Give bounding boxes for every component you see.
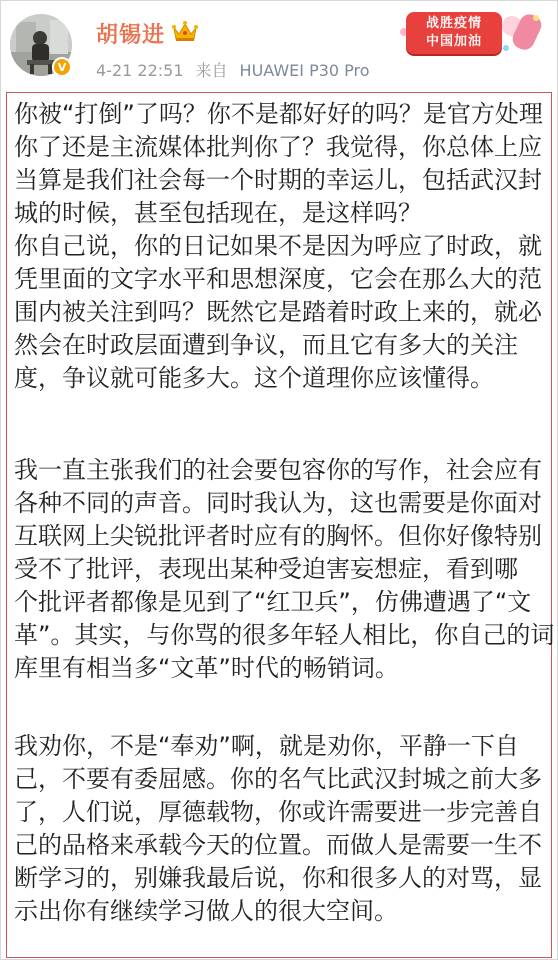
text-line: 互联网上尖锐批评者时应有的胸怀。但你好像特别 bbox=[14, 522, 542, 550]
text-line: 城的时候，甚至包括现在，是这样吗？ bbox=[14, 199, 422, 227]
text-line: 了，人们说，厚德载物，你或许需要进一步完善自 bbox=[14, 798, 542, 826]
post-paragraph-3 bbox=[14, 730, 544, 928]
text-line: 示出你有继续学习做人的很大空间。 bbox=[14, 897, 398, 925]
post-timestamp[interactable]: 4-21 22:51 bbox=[96, 61, 184, 80]
text-line: 各种不同的声音。同时我认为，这也需要是你面对 bbox=[14, 489, 542, 517]
text-line: 己，不要有委屈感。你的名气比武汉封城之前大多 bbox=[14, 765, 542, 793]
text-line: 你自己说，你的日记如果不是因为呼应了时政，就 bbox=[14, 232, 542, 260]
text-line: 然会在时政层面遭到争议，而且它有多大的关注 bbox=[14, 331, 518, 359]
text-line: 受不了批评，表现出某种受迫害妄想症，看到哪 bbox=[14, 555, 518, 583]
device-source[interactable]: HUAWEI P30 Pro bbox=[239, 61, 370, 80]
text-line: 你被“打倒”了吗？你不是都好好的吗？是官方处理 bbox=[14, 100, 543, 128]
sticker-label bbox=[406, 12, 502, 54]
post-paragraph-2 bbox=[14, 454, 555, 685]
text-line: 己的品格来承载今天的位置。而做人是需要一生不 bbox=[14, 831, 542, 859]
text-line: 革”。其实，与你骂的很多年轻人相比，你自己的词 bbox=[14, 621, 555, 649]
text-line: 当算是我们社会每一个时期的幸运儿，包括武汉封 bbox=[14, 166, 542, 194]
text-line: 你了还是主流媒体批判你了？我觉得，你总体上应 bbox=[14, 133, 542, 161]
campaign-sticker[interactable] bbox=[398, 6, 546, 54]
text-line: 我劝你，不是“奉劝”啊，就是劝你，平静一下自 bbox=[14, 732, 519, 760]
text-line: 断学习的，别嫌我最后说，你和很多人的对骂，显 bbox=[14, 864, 542, 892]
text-line: 度，争议就可能多大。这个道理你应该懂得。 bbox=[14, 364, 494, 392]
source-prefix: 来自 bbox=[195, 61, 228, 80]
post-meta bbox=[96, 58, 382, 81]
text-line: 凭里面的文字水平和思想深度，它会在那么大的范 bbox=[14, 265, 542, 293]
text-line: 围内被关注到吗？既然它是踏着时政上来的，就必 bbox=[14, 298, 542, 326]
post-paragraph-1 bbox=[14, 98, 544, 395]
text-line: 库里有相当多“文革”时代的畅销词。 bbox=[14, 654, 399, 682]
post-header bbox=[0, 0, 558, 92]
text-line: 个批评者都像是见到了“红卫兵”，仿佛遭遇了“文 bbox=[14, 588, 532, 616]
text-line: 我一直主张我们的社会要包容你的写作，社会应有 bbox=[14, 456, 542, 484]
verified-badge-icon: V bbox=[52, 57, 72, 77]
sticker-line2: 中国加油 bbox=[425, 34, 482, 49]
username[interactable]: 胡锡进 bbox=[96, 23, 166, 48]
crown-icon[interactable] bbox=[172, 20, 198, 42]
sticker-line1: 战胜疫情 bbox=[425, 16, 482, 31]
